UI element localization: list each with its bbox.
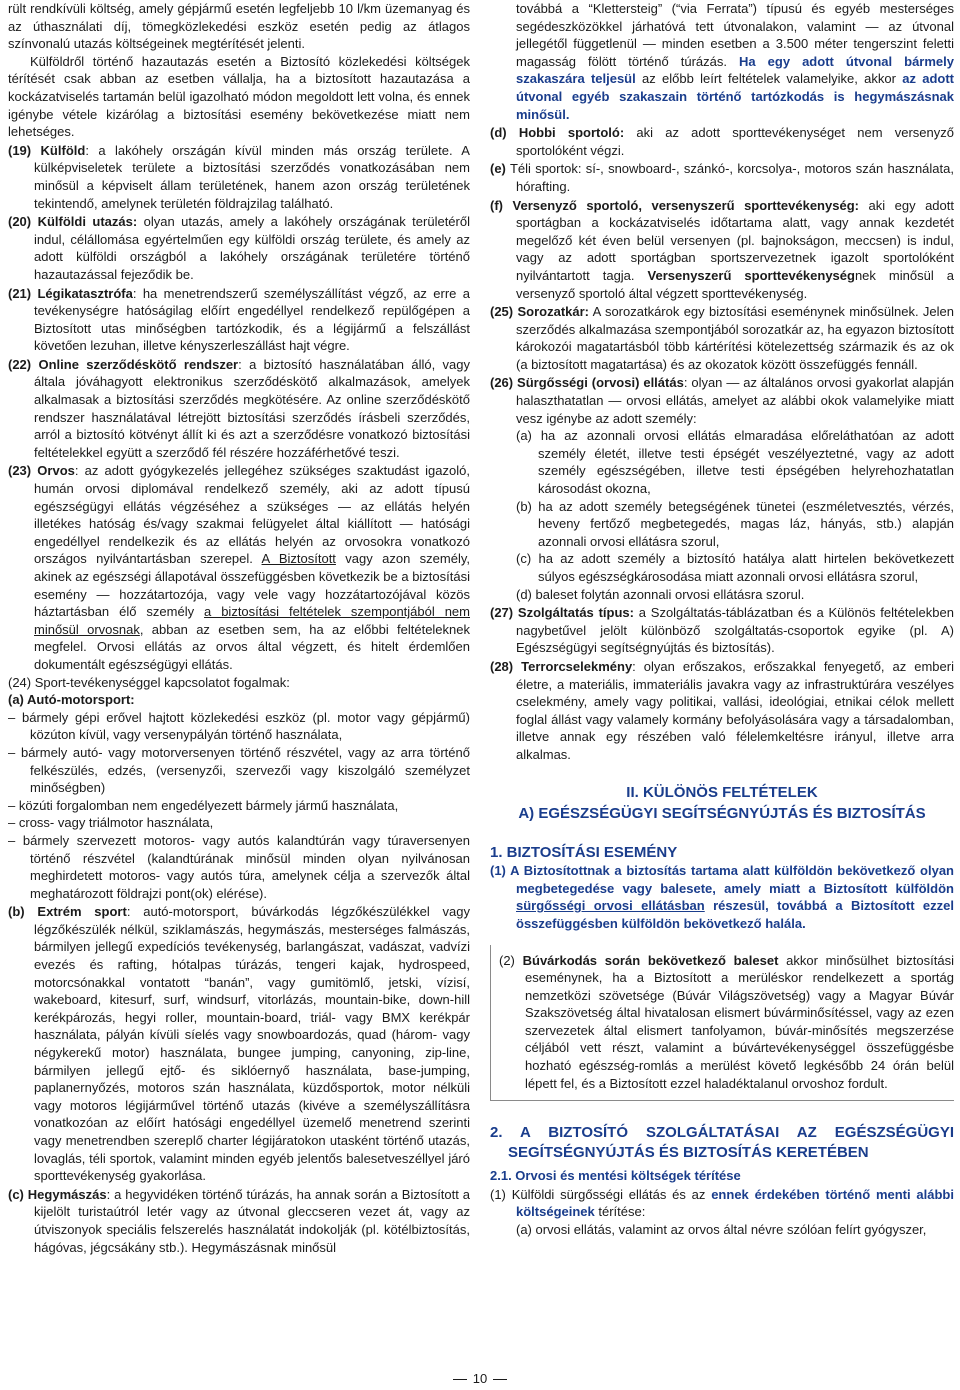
underlined-text: a biztosítási feltételek szempontjából nem minősül orvosnak xyxy=(34,604,470,637)
emphasis-text: az adott útvonal egyéb szakaszain történő tartózkodás is hegymászásnak minősül. xyxy=(516,71,954,122)
dash-glyph: – xyxy=(8,815,16,831)
def-term: Külföld xyxy=(40,142,86,158)
list-item: – bármely gépi erővel hajtott közlekedési eszköz (pl. motor vagy gépjármű) közúton kívül, vagy versenypályán történő használata, xyxy=(8,709,470,743)
def-text: : a lakóhely országán kívül minden más ország területe. A külképviseletek területe a biztosítási szerződés vonatkozásában nem minősül a képviselt állam területének, hanem azon ország területének tekintendő, amelynek területén földrajzilag található. xyxy=(34,142,470,211)
underlined-text: A Biztosított xyxy=(261,551,336,567)
page-number: 10 xyxy=(440,1370,520,1388)
list-item: (b) ha az adott személy betegségének tünetei (eszméletvesztés, vérzés, heveny fertőző megbetegedés, magas láz, hányás, stb.) alapján azonnali orvosi ellátásra szorul, xyxy=(516,498,954,549)
list-item: – bármely szervezett motoros- vagy autós kalandtúrán vagy túraversenyen történő részvétel (kalandtúrának minősül minden olyan nyilvánosan meghirdetett motoros- vagy autós túra, amelynek célja a szervezők által meghatározott földrajzi pont(ok) elérése). xyxy=(8,832,470,901)
subsection-title: 2.1. Orvosi és mentési költségek térítése xyxy=(490,1168,741,1184)
def-term: Külföldi utazás: xyxy=(37,214,138,230)
def-number: (20) xyxy=(8,214,32,230)
def-number: (21) xyxy=(8,285,32,301)
item-term: Hegymászás xyxy=(27,1186,107,1202)
underlined-text: sürgősségi orvosi ellátásban xyxy=(516,898,705,914)
emphasis-text: Ha egy adott útvonal bármely szakaszára teljesül xyxy=(516,53,954,87)
heading-line: II. KÜLÖNÖS FELTÉTELEK xyxy=(626,783,818,801)
mountaineering-continuation: továbbá a “Klettersteig” (“via Ferrata”) típusú és egyéb mesterséges segédeszközökkel járhatóvá tett útvonalakon, valamint — az útvonal jellegétől függetlenül — minden esetben a 3.500 méter tengerszint feletti magasság fölött történő túrázás. Ha egy adott útvonal bármely szakaszára teljesül az előbb leírt feltételek valamelyike, akkor az adott útvonal egyéb szakaszain történő tartózkodás is hegymászásnak minősül. xyxy=(516,1,954,122)
definition-25: (25) Sorozatkár: A sorozatkárok egy biztosítási eseménynek minősülnek. Jelen szerződés alkalmazása szempontjából sorozatkár az, ha egyazon biztosított károkozói magatartásból több kártérítési kötelezettség származik és az ok (a biztosított magatartása) és az okozatok között összefüggés fennáll. xyxy=(490,304,954,372)
left-column xyxy=(8,0,470,1256)
emergency-care-list xyxy=(490,427,954,603)
item-term: Extrém sport xyxy=(37,904,127,920)
hobby-athlete: (d) Hobbi sportoló: aki az adott sporttevékenységet nem versenyző sportolóként végzi. xyxy=(490,125,954,158)
dash-glyph: – xyxy=(8,744,16,760)
service-1: (1) Külföldi sürgősségi ellátás és az ennek érdekében történő menti alábbi költségeinek térítése: xyxy=(490,1186,954,1220)
definition-24: (24) Sport-tevékenységgel kapcsolatot fogalmak: xyxy=(8,674,290,690)
def-text: : a biztosító használatában álló, vagy általa jóváhagyott elektronikus szerződéskötő alkalmazások, amelyek alkalmasak a biztosítási szerződés megkötésére. Az online szerződéskötő rendszer használatával létrejött biztosítási szerződés írásbeli szerződés, arról a biztosító kötvényt állít ki és azt a szerződésre vonatkozó biztosítási feltételekkel együtt a szerződő fél részére hozzáférhetővé teszi. xyxy=(34,356,470,460)
list-item: – cross- vagy triálmotor használata, xyxy=(8,815,214,831)
def-text: : az adott gyógykezelés jellegéhez szükséges szaktudást igazoló, humán orvosi diplomával rendelkező személy, aki az adott típusú egészségügyi ellátás végzéséhez a szükséges — az ellátás helyén illetékes hatóság és/vagy szakmai felügyelet által kiállított — hatósági engedéllyel rendelkezik és az ellátás helyén az orvosokra vonatkozó országos nyilvántartásban szerepel. xyxy=(34,463,470,567)
def-number: (19) xyxy=(8,142,32,158)
section-title-services: 2. A BIZTOSÍTÓ SZOLGÁLTATÁSAI AZ EGÉSZSÉGÜGYI SEGÍTSÉGNYÚJTÁS ÉS BIZTOSÍTÁS KERETÉBEN xyxy=(490,1124,954,1162)
definition-23 xyxy=(8,462,470,673)
definition-27: (27) Szolgáltatás típus: a Szolgáltatás-táblázatban és a Különös feltételekben nagybetűvel jelölt különböző szolgáltatás-csoportok egyike (pl. A) Egészségügyi segítségnyújtás és biztosítás). xyxy=(490,605,954,656)
right-column xyxy=(490,0,954,1239)
paragraph-return-travel: Külföldről történő hazautazás esetén a Biztosító közlekedési költségek térítését csak abban az esetben vállalja, ha a biztosított hazautazása a kockázatviselés tartamán belül igazolható módon megoldott lett volna, és ennek igénybe vétele kizárólag a biztosítási esemény bekövetkezése miatt nem lehetséges. xyxy=(8,53,470,140)
dash-glyph: – xyxy=(8,832,16,848)
item-label: (c) xyxy=(8,1186,24,1202)
definition-22 xyxy=(8,356,470,462)
def-number: (23) xyxy=(8,463,32,479)
dash-glyph: – xyxy=(8,797,16,813)
definition-19 xyxy=(8,142,470,212)
competitive-athlete: (f) Versenyző sportoló, versenyszerű sporttevékenység: aki egy adott sportágban a kockázatviselés időtartama alatt, vagy annak kezdetét megelőző két éven belül versenyen (pl. bajnokságon, meccsen) is indul, vagy az adott sportágban sportszervezetnek igazolt sportolóként nyilvántartott tagja. Versenyszerű sporttevékenységnek minősül a versenyző sportoló által végzett sporttevékenység. xyxy=(490,197,954,301)
motorsport-list xyxy=(8,709,470,903)
subheading-motorsport: (a) Autó-motorsport: xyxy=(8,692,135,708)
diving-box xyxy=(490,945,954,1102)
heading-line: A) EGÉSZSÉGÜGYI SEGÍTSÉGNYÚJTÁS ÉS BIZTOSÍTÁS xyxy=(518,804,926,822)
def-text: : ha menetrendszerű személyszállítást végző, az erre a tevékenységre hatóságilag előírt engedéllyel rendelkező repülőgépen a Biztosított utas minőségben tartózkodik, és a légijármű a felszállást követően lezuhan, illetve kényszerleszállást hajt végre. xyxy=(34,285,470,354)
insured-event-1: (1) A Biztosítottnak a biztosítás tartama alatt külföldön bekövetkező olyan megbetegedése vagy balesete, amely miatt a Biztosított külföldön sürgősségi orvosi ellátásban részesül, továbbá a Biztosított ezzel összefüggésben külföldön bekövetkező halála. xyxy=(490,863,954,931)
definition-20 xyxy=(8,213,470,283)
def-term: Légikatasztrófa xyxy=(37,285,133,301)
mountaineering xyxy=(8,1186,470,1256)
dash-glyph: – xyxy=(8,709,16,725)
list-item: (c) ha az adott személy a biztosító hatálya alatt hirtelen bekövetkezett súlyos egészségkárosodása miatt azonnali orvosi ellátásra szorul, xyxy=(516,551,954,584)
item-label: (b) xyxy=(8,904,25,920)
winter-sports: (e) Téli sportok: sí-, snowboard-, szánkó-, korcsolya-, motoros szán használata, hórafting. xyxy=(490,161,954,194)
list-item: – közúti forgalomban nem engedélyezett bármely jármű használata, xyxy=(8,797,399,813)
def-term: Orvos xyxy=(37,463,75,479)
extreme-sport xyxy=(8,903,470,1185)
section-heading xyxy=(490,778,954,830)
def-term: Online szerződéskötő rendszer xyxy=(38,356,239,372)
def-number: (22) xyxy=(8,356,32,372)
list-item: (d) baleset folytán azonnali orvosi ellátásra szorul. xyxy=(516,586,805,602)
item-text: : a hegyvidéken történő túrázás, ha annak során a Biztosított a kijelölt turistaútról letér vagy az útvonal gleccseren vezet át, vagy az útviszonyok speciális felszerelés használatát indokolják (pl. kötélbiztosítás, hágóvas, jégcsákány stb.). Hegymászásnak minősül xyxy=(34,1186,470,1255)
list-item: – bármely autó- vagy motorversenyen történő részvétel, vagy az arra történő felkészülés, edzés, (versenyzői, szervezői vagy kiszolgáló személyzet minőségben) xyxy=(8,744,470,796)
def-text: vagy azon személy, akinek az egészségi állapotával összefüggésben következik be a biztosítási esemény — hozzátartozója, vagy vele vagy hozzátartozójával közös háztartásban élő személy xyxy=(34,551,470,620)
insured-event-2: (2) Búvárkodás során bekövetkező baleset akkor minősülhet biztosítási eseménynek, ha a Biztosított a merüléskor rendelkezett a sportág nemzetközi szövetsége (Búvár Világszövetség) vagy a Magyar Búvár Szakszövetség által hivatalosan elismert búvárminősítéssel, vagy az ezen szervezetek által elismert tanfolyamon, búvár-minősítés megszerzése céljából vett részt, valamint a búvártevékenységgel összefüggésbe hozható egészség-romlás a merülést követő legkésőbb 24 órán belül lépett fel, és a Biztosított ezzel haladéktalanul orvoshoz fordult. xyxy=(499,952,954,1091)
paragraph-continuation: rült rendkívüli költség, amely gépjármű esetén legfeljebb 10 l/km üzemanyag és az úthasználati díj, tömegközlekedési eszköz esetén pedig az átlagos színvonalú utazás költségeinek megtérítését jelenti. xyxy=(8,1,470,52)
def-text: olyan utazás, amely a lakóhely országának területéről indul, célállomása egyértelműen egy külföldi ország területe, és amely az adott külföldi országból a lakóhely országának területére történő hazautazással fejeződik be. xyxy=(34,214,470,282)
definition-26: (26) Sürgősségi (orvosi) ellátás: olyan — az általános orvosi gyakorlat alapján halaszthatatlan — orvosi ellátás, amelyet az alábbi okok valamelyike miatt vesz igénybe az adott személy: xyxy=(490,375,954,426)
list-item: (a) ha az azonnali orvosi ellátás elmaradása előreláthatóan az adott személy életét, illetve testi épségét veszélyeztetné, vagy az adott személy egészségében, illetve testi épségében helyrehozhatatlan károsodást okozna, xyxy=(516,428,954,497)
section-title-insurance-event: 1. BIZTOSÍTÁSI ESEMÉNY xyxy=(490,843,678,861)
definition-21 xyxy=(8,285,470,355)
service-item: (a) orvosi ellátás, valamint az orvos által névre szólóan felírt gyógyszer, xyxy=(516,1222,927,1238)
item-text: : autó-motorsport, búvárkodás légzőkészülékkel vagy légzőkészülék nélkül, sziklamászás, hegymászás, mesterséges falmászás, bármilyen jellegű expedíciós tevékenység, barlangászat, vadászat, vadvízi evezés és rafting, hótalpas túrázás, tengeri kajak, hydrospeed, motorcsónakkal vontatott “banán”, vagy gumitömlő, jetski, vízisí, wakeboard, kitesurf, surf, windsurf, vitorlázás, mountain-bike, down-hill kerékpározás, hegyi roller, mountain-board, triál- vagy BMX kerékpár használata, pályán kívüli síelés vagy snowboardozás, quad (három- vagy négykerekű motor) használata, bungee jumping, canyoning, zip-line, bármilyen jellegű ejtő- és siklóernyő használata, base-jumping, paplanernyőzés, motoros szán használata, küzdősportok, motor nélküli vagy motoros légijárművel történő utazás (kivéve a személyszállításra vonatkozóan az előírt hatósági engedéllyel üzemelő menetrend szerinti vagy menetrendben szereplő charter légijáratokon utasként történő utazás, lovaglás, téli sportok, valamint minden egyéb jelentős balesetveszéllyel járó sporttevékenység gyakorlása. xyxy=(34,904,470,1184)
definition-28: (28) Terrorcselekmény: olyan erőszakos, erőszakkal fenyegető, az emberi életre, a materiális, immateriális javakra vagy az infrastruktúrára veszélyes cselekmény, amely vagy politikai, vallási, ideológiai, etnikai célok mellett foglal állást vagy valamely kormány befolyásolására vagy a társadalomban, illetve annak egy részében való félelemkeltésre irányul, illetve arra alkalmas. xyxy=(490,658,954,762)
def-text: , abban az esetben sem, ha az előbbi feltételeknek megfelel. Orvosi ellátás az orvos által végzett, és hitelt érdemlően dokumentált egészségügyi ellátás. xyxy=(34,621,470,672)
